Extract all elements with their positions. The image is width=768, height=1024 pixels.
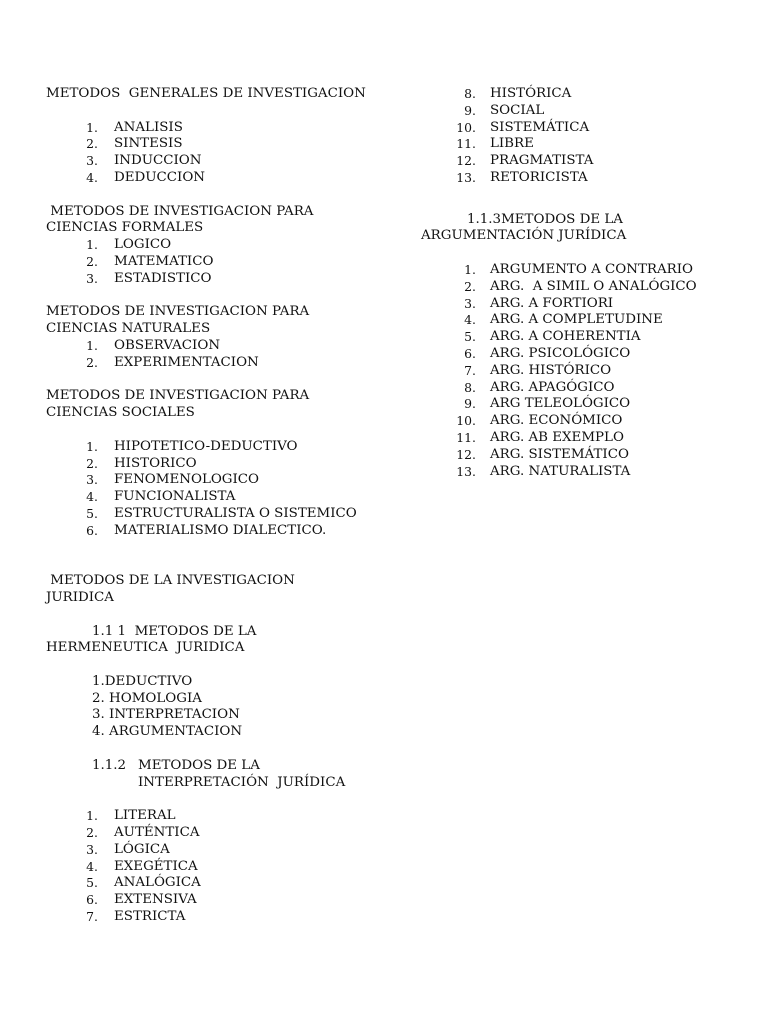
naturales-heading-line-1: METODOS DE INVESTIGACION PARA: [46, 304, 310, 320]
interpretacion-method-item: [421, 170, 741, 187]
formales-list: [46, 237, 391, 287]
naturales-method-item: [46, 355, 391, 372]
formales-method-item: [46, 271, 391, 288]
list-item-text: INDUCCION: [114, 153, 202, 169]
interpretacion-heading-line-1: METODOS DE LA: [138, 757, 260, 773]
argumentacion-method-item: [421, 279, 741, 296]
general-method-item: [46, 136, 391, 153]
list-number: 2.: [86, 354, 98, 370]
general-methods-title: METODOS GENERALES DE INVESTIGACION: [46, 86, 366, 101]
list-item-text: EXPERIMENTACION: [114, 354, 259, 370]
list-number: 1.: [86, 119, 98, 135]
list-item-text: ANALISIS: [114, 119, 183, 135]
list-number: 11.: [456, 136, 476, 152]
list-item-text: ARG. APAGÓGICO: [490, 379, 615, 395]
sociales-method-item: [46, 472, 391, 489]
list-number: 7.: [464, 362, 476, 378]
list-item-text: ESTRICTA: [114, 909, 186, 925]
interpretacion-method-item: [421, 103, 741, 120]
argumentacion-list: [421, 262, 741, 480]
interpretacion-list-continued: [421, 86, 741, 187]
list-item-text: ANALÓGICA: [114, 875, 201, 891]
list-item-text: ESTADISTICO: [114, 270, 212, 286]
list-number: 4.: [86, 858, 98, 874]
list-item-text: OBSERVACION: [114, 337, 221, 353]
argumentacion-method-item: [421, 447, 741, 464]
interpretacion-method-item: [46, 892, 391, 909]
list-number: 6.: [86, 522, 98, 538]
interpretacion-method-item: [46, 825, 391, 842]
list-item-text: ARGUMENTO A CONTRARIO: [490, 261, 694, 277]
list-number: 5.: [464, 329, 476, 345]
list-item-text: EXTENSIVA: [114, 892, 197, 908]
list-number: 1.: [464, 261, 476, 277]
interpretacion-method-item: [46, 875, 391, 892]
interpretacion-method-item: [421, 153, 741, 170]
list-item-text: ARG. A SIMIL O ANALÓGICO: [490, 278, 697, 294]
list-item-text: MATERIALISMO DIALECTICO.: [114, 522, 327, 538]
list-number: 1.: [86, 337, 98, 353]
formales-method-item: [46, 254, 391, 271]
list-item-text: RETORICISTA: [490, 169, 588, 185]
list-item-text: ARG. ECONÓMICO: [490, 413, 623, 429]
argumentacion-method-item: [421, 346, 741, 363]
list-number: 7.: [86, 909, 98, 925]
sociales-method-item: [46, 523, 391, 540]
general-method-item: [46, 120, 391, 137]
list-item-text: DEDUCCION: [114, 169, 206, 185]
interpretacion-method-item: [46, 808, 391, 825]
list-item-text: ARG. AB EXEMPLO: [490, 429, 624, 445]
argumentacion-method-item: [421, 430, 741, 447]
list-item-text: FENOMENOLOGICO: [114, 472, 260, 488]
list-item-text: HISTORICO: [114, 455, 197, 471]
list-number: 13.: [456, 169, 476, 185]
list-number: 5.: [86, 505, 98, 521]
sociales-method-item: [46, 489, 391, 506]
argumentacion-heading-line-1: 1.1.3METODOS DE LA: [467, 211, 623, 227]
interpretacion-number: 1.1.2: [92, 757, 127, 773]
list-item-text: MATEMATICO: [114, 253, 214, 269]
list-item-text: ARG. A COMPLETUDINE: [490, 312, 663, 328]
formales-heading-line-1: METODOS DE INVESTIGACION PARA: [46, 203, 314, 219]
list-item-text: LITERAL: [114, 808, 176, 824]
list-number: 1.: [86, 438, 98, 454]
list-number: 3.: [86, 472, 98, 488]
sociales-heading-line-2: CIENCIAS SOCIALES: [46, 405, 195, 421]
argumentacion-method-item: [421, 380, 741, 397]
juridica-heading-line-1: METODOS DE LA INVESTIGACION: [46, 573, 295, 589]
list-number: 13.: [456, 463, 476, 479]
argumentacion-method-item: [421, 464, 741, 481]
list-item-text: HIPOTETICO-DEDUCTIVO: [114, 438, 298, 454]
list-item-text: LIBRE: [490, 136, 534, 152]
list-item-text: HISTÓRICA: [490, 86, 572, 101]
general-method-item: [46, 170, 391, 187]
sociales-method-item: [46, 506, 391, 523]
list-number: 3.: [86, 270, 98, 286]
list-item-text: SISTEMÁTICA: [490, 119, 590, 135]
list-number: 2.: [86, 825, 98, 841]
naturales-method-item: [46, 338, 391, 355]
list-item-text: ARG. A FORTIORI: [490, 295, 614, 311]
interpretacion-method-item: [421, 136, 741, 153]
list-number: 4.: [464, 312, 476, 328]
list-number: 10.: [456, 119, 476, 135]
list-number: 9.: [464, 396, 476, 412]
list-item-text: ARG. SISTEMÁTICO: [490, 446, 629, 462]
sociales-method-item: [46, 439, 391, 456]
interpretacion-method-item: [46, 909, 391, 926]
list-number: 2.: [86, 455, 98, 471]
naturales-heading-line-2: CIENCIAS NATURALES: [46, 321, 211, 337]
list-number: 6.: [464, 345, 476, 361]
hermeneutica-method-item: 1.DEDUCTIVO: [92, 673, 193, 689]
argumentacion-method-item: [421, 329, 741, 346]
list-number: 5.: [86, 875, 98, 891]
list-item-text: EXEGÉTICA: [114, 858, 198, 874]
list-item-text: AUTÉNTICA: [114, 825, 200, 841]
interpretacion-heading: [46, 758, 391, 775]
list-number: 10.: [456, 413, 476, 429]
list-number: 11.: [456, 429, 476, 445]
list-item-text: PRAGMATISTA: [490, 153, 594, 169]
list-number: 1.: [86, 808, 98, 824]
hermeneutica-list: [46, 674, 391, 741]
hermeneutica-heading-line-1: 1.1 1 METODOS DE LA: [92, 623, 257, 639]
list-item-text: ARG. PSICOLÓGICO: [490, 345, 631, 361]
sociales-method-item: [46, 456, 391, 473]
list-item-text: ESTRUCTURALISTA O SISTEMICO: [114, 505, 357, 521]
list-number: 8.: [464, 379, 476, 395]
sociales-heading-line-1: METODOS DE INVESTIGACION PARA: [46, 388, 310, 404]
argumentacion-method-item: [421, 396, 741, 413]
list-item-text: ARG TELEOLÓGICO: [490, 396, 631, 412]
interpretacion-method-item: [46, 842, 391, 859]
sociales-list: [46, 439, 391, 540]
list-number: 2.: [86, 253, 98, 269]
list-item-text: SINTESIS: [114, 136, 183, 152]
list-number: 12.: [456, 446, 476, 462]
interpretacion-method-item: [46, 859, 391, 876]
interpretacion-list: [46, 808, 391, 926]
argumentacion-heading-line-2: ARGUMENTACIÓN JURÍDICA: [421, 228, 627, 244]
formales-heading-line-2: CIENCIAS FORMALES: [46, 220, 204, 236]
list-number: 6.: [86, 892, 98, 908]
list-item-text: ARG. A COHERENTIA: [490, 329, 641, 345]
naturales-list: [46, 338, 391, 372]
hermeneutica-method-item: 2. HOMOLOGIA: [92, 690, 202, 706]
list-number: 4.: [86, 169, 98, 185]
argumentacion-method-item: [421, 312, 741, 329]
argumentacion-method-item: [421, 413, 741, 430]
left-column: [46, 86, 391, 926]
list-number: 9.: [464, 102, 476, 118]
interpretacion-method-item: [421, 120, 741, 137]
argumentacion-method-item: [421, 296, 741, 313]
list-item-text: ARG. NATURALISTA: [490, 463, 631, 479]
juridica-heading-line-2: JURIDICA: [46, 589, 114, 605]
interpretacion-heading-line-2: INTERPRETACIÓN JURÍDICA: [138, 774, 346, 790]
argumentacion-method-item: [421, 363, 741, 380]
list-number: 2.: [464, 278, 476, 294]
general-methods-list: [46, 120, 391, 187]
list-item-text: ARG. HISTÓRICO: [490, 362, 612, 378]
right-column: [421, 86, 741, 480]
argumentacion-method-item: [421, 262, 741, 279]
list-number: 1.: [86, 237, 98, 253]
formales-method-item: [46, 237, 391, 254]
interpretacion-method-item: [421, 86, 741, 103]
list-item-text: FUNCIONALISTA: [114, 489, 236, 505]
list-item-text: SOCIAL: [490, 102, 545, 118]
list-number: 12.: [456, 153, 476, 169]
hermeneutica-method-item: 3. INTERPRETACION: [92, 707, 240, 723]
list-number: 2.: [86, 136, 98, 152]
list-number: 3.: [86, 153, 98, 169]
list-number: 8.: [464, 86, 476, 101]
list-number: 3.: [464, 295, 476, 311]
list-item-text: LÓGICA: [114, 841, 170, 857]
list-number: 3.: [86, 841, 98, 857]
hermeneutica-method-item: 4. ARGUMENTACION: [92, 724, 243, 740]
general-method-item: [46, 153, 391, 170]
list-number: 4.: [86, 489, 98, 505]
list-item-text: LOGICO: [114, 237, 172, 253]
hermeneutica-heading-line-2: HERMENEUTICA JURIDICA: [46, 640, 245, 656]
